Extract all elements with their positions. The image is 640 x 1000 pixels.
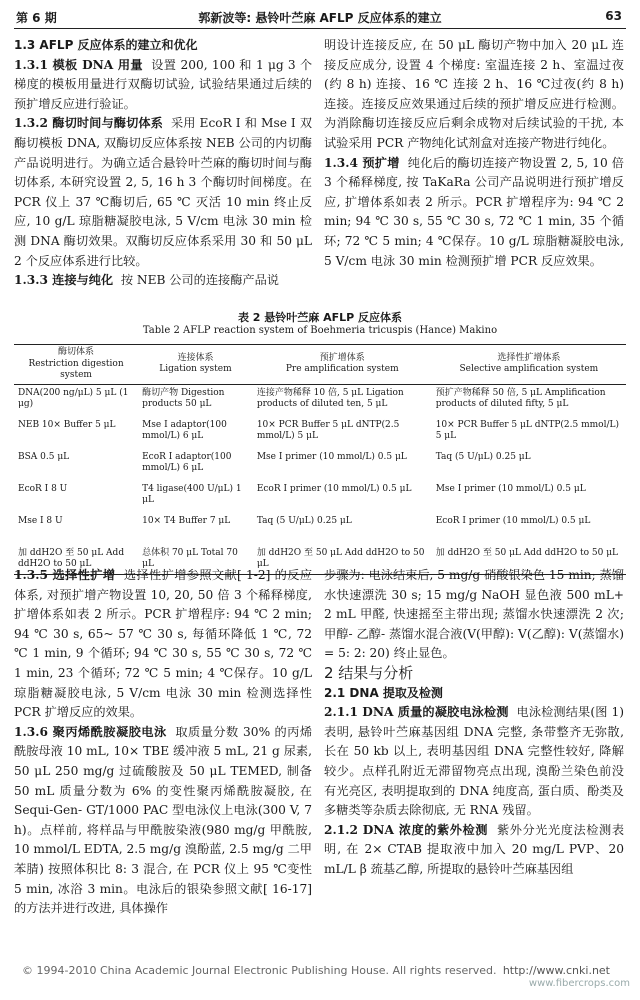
table-cell: 酶切产物 Digestion products 50 μL [142, 387, 225, 409]
table-cell: 加 ddH2O 至 50 μL Add ddH2O to 50 μL [432, 545, 626, 575]
header-en: Ligation system [159, 364, 232, 375]
table-row [14, 384, 626, 417]
heading-1-3-4: 1.3.4 预扩增 [324, 155, 400, 170]
page-number: 63 [605, 9, 622, 23]
table-cell: EcoR Ⅰ primer (10 mmol/L) 0.5 μL [256, 483, 412, 494]
header-en: Restriction digestion system [28, 358, 124, 380]
running-title: 郭新波等: 悬铃叶苎麻 AFLP 反应体系的建立 [198, 11, 442, 25]
header-en: Pre amplification system [285, 364, 399, 375]
right-column-top [324, 36, 624, 271]
table-header-row [14, 345, 626, 385]
watermark: www.fibercrops.com [528, 978, 630, 989]
left-column-bottom [14, 566, 312, 919]
table-cell: 总体积 70 μL Total 70 μL [138, 545, 253, 575]
footer-url: http://www.cnki.net [502, 964, 610, 977]
body-1-3-6: 取质量分数 30% 的丙烯酰胺母液 10 mL, 10× TBE 缓冲液 5 mL, 21 g 尿素, 50 μL 250 mg/g 过硫酸胺及 50 μL TEMED, 制备 50 mL 质量分数为 6% 的变性聚丙烯酰胺凝胶, 在 Sequi-Gen- GT/1000 PAC 型电泳仪上电泳(300 V, 7 h)。点样前, 将样品与甲酰胺染液(980 mg/g 甲酰胺, 10 mmol/L EDTA, 2.5 mg/g 溴酚蓝, 2.5 mg/g 二甲苯腈) 按照体积比 8: 3 混合, 在 PCR 仪上 95 ℃变性 5 min, 冰浴 3 min。电泳后的银染参照文献[ 16-17] 的方法并进行改进, 具体操作 [14, 724, 313, 916]
paragraph-2-1-2 [324, 821, 624, 880]
table-row [14, 513, 626, 545]
heading-1-3-3: 1.3.3 连接与纯化 [14, 273, 114, 288]
left-column-top [14, 36, 312, 291]
table-cell: BSA 0.5 μL [18, 451, 70, 462]
paragraph-1-3-3 [14, 271, 312, 291]
body-2-1-1: 电泳检测结果(图 1) 表明, 悬铃叶苎麻基因组 DNA 完整, 条带整齐无弥散, 长在 50 kb 以上, 表明基因组 DNA 完整性较好, 降解较少。点样孔附近无滞留物亮点出现, 溴酚兰染色前没有光亮区, 表明提取到的 DNA 纯度高, 蛋白质、酚类及多糖类等杂质去除彻底, 无 RNA 残留。 [324, 705, 625, 818]
body-1-3-4: 纯化后的酶切连接产物设置 2, 5, 10 倍 3 个稀释梯度, 按 TaKaRa 公司产品说明进行预扩增反应, 扩增体系如表 2 所示。PCR 扩增程序为: 94 ℃ 2 min; 94 ℃ 30 s, 55 ℃ 30 s, 72 ℃ 1 min, 35 个循环; 72 ℃ 5 min; 4 ℃保存。10 g/L 琼脂糖凝胶电泳, 5 V/cm 电泳 30 min 检测预扩增 PCR 反应效果。 [324, 155, 624, 268]
table-header-cell [14, 345, 138, 385]
table-2 [14, 344, 626, 575]
header-cn: 选择性扩增体系 [497, 352, 561, 363]
table-cell: 加 ddH2O 至 50 μL Add ddH2O to 50 μL [253, 545, 432, 575]
paragraph-1-3-5 [14, 566, 312, 723]
table-header-cell [432, 345, 626, 385]
table-header-cell [138, 345, 253, 385]
table-cell: EcoR Ⅰ adaptor(100 mmol/L) 6 μL [142, 451, 232, 473]
paragraph-1-3-3-cont: 明设计连接反应, 在 50 μL 酶切产物中加入 20 μL 连接反应成分, 设置 4 个梯度: 室温连接 2 h、室温过夜(约 8 h) 连接、16 ℃ 连接 2 h、16 ℃过夜(约 8 h) 连接。连接反应效果通过后续的预扩增反应进行检测。为消除酶切连接反应后剩余成物对后续试验的干扰, 本试验采用 PCR 产物纯化试剂盒对连接产物进行纯化。 [324, 38, 624, 150]
paragraph-1-3-1 [14, 56, 312, 115]
table-cell: 10× PCR Buffer 5 μL dNTP(2.5 mmol/L) 5 μL [435, 419, 619, 441]
running-header [14, 6, 626, 29]
header-en: Selective amplification system [459, 364, 599, 375]
body-2-1-2: 紫外分光光度法检测表明, 在 2× CTAB 提取液中加入 20 mg/L PVP、20 mL/L β 巯基乙醇, 所提取的悬铃叶苎麻基因组 [324, 822, 625, 876]
table-cell: 10× PCR Buffer 5 μL dNTP(2.5 mmol/L) 5 μL [256, 419, 400, 441]
table-cell: 10× T4 Buffer 7 μL [142, 515, 231, 526]
table-cell: Mse Ⅰ primer (10 mmol/L) 0.5 μL [435, 483, 586, 494]
table-cell: Mse Ⅰ adaptor(100 mmol/L) 6 μL [142, 419, 227, 441]
body-1-3-3: 按 NEB 公司的连接酶产品说 [120, 273, 279, 288]
table-cell: 加 ddH2O 至 50 μL Add ddH2O to 50 μL [14, 545, 138, 575]
heading-2-1-1: 2.1.1 DNA 质量的凝胶电泳检测 [324, 705, 509, 720]
table-row [14, 481, 626, 513]
table-title-en: Table 2 AFLP reaction system of Boehmeria tricuspis (Hance) Makino [142, 325, 498, 336]
table-header-cell [253, 345, 432, 385]
table-cell: DNA(200 ng/μL) 5 μL (1 μg) [18, 387, 129, 409]
right-column-bottom [324, 566, 624, 880]
body-1-3-2: 采用 EcoR Ⅰ 和 Mse Ⅰ 双酶切模板 DNA, 双酶切反应体系按 NEB 公司的内切酶产品说明进行。为确立适合悬铃叶苎麻的酶切时间与酶切体系, 本研究设置 2, 5, 16 h 3 个酶切时间梯度。在 PCR 仪上 37 ℃酶切后, 65 ℃ 灭活 10 min 终止反应, 10 g/L 琼脂糖凝胶电泳, 5 V/cm 电泳 30 min 检测 DNA 酶切效果。双酶切反应体系采用 30 和 50 μL 2 个反应体系进行比较。 [14, 116, 313, 268]
section-1-3-heading: 1.3 AFLP 反应体系的建立和优化 [14, 38, 198, 52]
copyright-footer: © 1994-2010 China Academic Journal Electronic Publishing House. All rights reserved. [22, 964, 497, 977]
table-cell: EcoR Ⅰ 8 U [18, 483, 68, 494]
paragraph-1-3-2 [14, 114, 312, 271]
table-cell: 连接产物稀释 10 倍, 5 μL Ligation products of diluted ten, 5 μL [256, 387, 404, 409]
paragraph-1-3-4 [324, 154, 624, 272]
section-2-1-heading: 2.1 DNA 提取及检测 [324, 685, 443, 700]
table-row [14, 449, 626, 481]
paragraph-2-1-1 [324, 703, 624, 821]
table-title-cn: 表 2 悬铃叶苎麻 AFLP 反应体系 [237, 311, 403, 324]
header-cn: 连接体系 [177, 352, 214, 363]
issue-number: 第 6 期 [16, 11, 57, 25]
header-cn: 预扩增体系 [319, 352, 365, 363]
table-cell: Taq (5 U/μL) 0.25 μL [435, 451, 531, 462]
section-2-heading: 2 结果与分析 [324, 663, 414, 682]
table-cell: Taq (5 U/μL) 0.25 μL [256, 515, 352, 526]
heading-1-3-5: 1.3.5 选择性扩增 [14, 568, 116, 582]
table-cell: 预扩产物稀释 50 倍, 5 μL Amplification products of diluted fifty, 5 μL [435, 387, 606, 409]
header-cn: 酶切体系 [58, 347, 95, 357]
heading-1-3-6: 1.3.6 聚丙烯酰胺凝胶电泳 [14, 724, 167, 739]
body-1-3-1: 设置 200, 100 和 1 μg 3 个梯度的模板用量进行双酶切试验, 试验结果通过后续的预扩增反应进行验证。 [14, 57, 313, 111]
table-cell: Mse Ⅰ 8 U [18, 515, 63, 526]
table-cell: T4 ligase(400 U/μL) 1 μL [142, 483, 242, 505]
table-cell: EcoR Ⅰ primer (10 mmol/L) 0.5 μL [435, 515, 591, 526]
table-row [14, 417, 626, 449]
heading-1-3-1: 1.3.1 模板 DNA 用量 [14, 57, 143, 72]
heading-2-1-2: 2.1.2 DNA 浓度的紫外检测 [324, 822, 489, 837]
body-1-3-5: 选择性扩增参照文献[ 1-2] 的反应体系, 对预扩增产物设置 10, 20, 50 倍 3 个稀释梯度, 扩增体系如表 2 所示。PCR 扩增程序: 94 ℃ 2 min; 94 ℃ 30 s, 65~ 57 ℃ 30 s, 每循环降低 1 ℃, 72 ℃ 1 min, 9 个循环; 94 ℃ 30 s, 55 ℃ 30 s, 72 ℃ 1 min, 23 个循环; 72 ℃ 5 min; 4 ℃保存。10 g/L 琼脂糖凝胶电泳, 5 V/cm 电泳 30 min 检测选择性 PCR 扩增反应的效果。 [14, 568, 313, 720]
table-cell: Mse Ⅰ primer (10 mmol/L) 0.5 μL [256, 451, 407, 462]
paragraph-1-3-6 [14, 723, 312, 919]
heading-1-3-2: 1.3.2 酶切时间与酶切体系 [14, 116, 163, 131]
table-cell: NEB 10× Buffer 5 μL [18, 419, 116, 430]
paragraph-1-3-6-cont: 步骤为: 电泳结束后, 5 mg/g 硝酸银染色 15 min; 蒸馏水快速漂洗 30 s; 15 mg/g NaOH 显色液 500 mL+ 2 mL 甲醛, 快速摇至主带出现; 蒸馏水快速漂洗 2 次; 甲醇- 乙醇- 蒸馏水混合液(V(甲醇): V(乙醇): V(蒸馏水) = 5: 2: 20) 终止显色。 [324, 568, 624, 661]
